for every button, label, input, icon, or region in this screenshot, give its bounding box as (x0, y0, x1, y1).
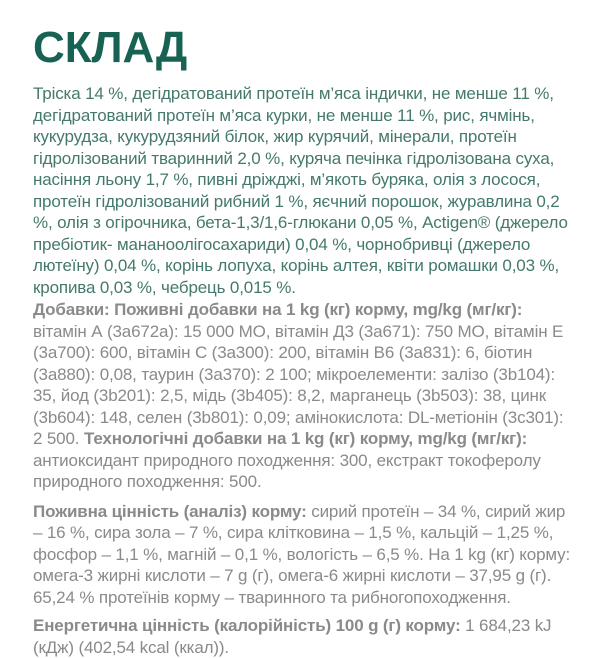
page-title: СКЛАД (33, 23, 188, 72)
additives-body: вітамін А (3a672a): 15 000 МО, вітамін Д3 (3a671): 750 МО, вітамін Е (3a700): 600, вітамін С (3a300): 200, вітамін В6 (3a831): 6, біотин (3a880): 0,08, таурин (3a370): 2 100; мікроелементи: залізо (3b104): 35, йод (3b201): 2,5, мідь (3b405): 8,2, марганець (3b503): 38, цинк (3b604): 148, селен (3b801): 0,09; амінокислота: DL-метіонін (3c301): 2 500. (33, 321, 564, 448)
energy-lead: Енергетична цінність (калорійність) 100 g (г) корму: (33, 616, 466, 635)
composition-text: Тріска 14 %, дегідратований протеїн м’яса індички, не менше 11 %, дегідратований протеїн м’яса курки, не менше 11 %, рис, ячмінь, кукурудза, кукурудзяний білок, жир курячий, мінерали, протеїн гідролізований тваринний 2,0 %, куряча печінка гідролізована суха, насіння льону 1,7 %, пивні дріжджі, м’якоть буряка, олія з лосося, протеїн гідролізований рибний 1 %, яєчний порошок, журавлина 0,2 %, олія з огірочника, бета-1,3/1,6-глюкани 0,05 %, Actigen® (джерело пребіотик- мананоолігосахариди) 0,04 %, чорнобривці (джерело лютеїну) 0,04 %, корінь лопуха, корінь алтея, квіти ромашки 0,03 %, кропива 0,03 %, чебрець 0,015 %. (33, 84, 568, 297)
additives-paragraph (33, 299, 575, 493)
label-body (33, 83, 575, 658)
nutrition-lead: Поживна цінність (аналіз) корму: (33, 501, 312, 521)
energy-paragraph (33, 615, 575, 658)
nutrition-paragraph (33, 501, 575, 609)
technological-additives-lead: Технологічні добавки на 1 kg (кг) корму, mg/kg (мг/кг): (83, 429, 528, 448)
nutrition-body: сирий протеїн – 34 %, сирий жир – 16 %, сира зола – 7 %, сира клітковина – 1,5 %, кальцій – 1,25 %, фосфор – 1,1 %, магній – 0,1 %, вологість – 6,5 %. На 1 kg (кг) корму: омега-3 жирні кислоти – 7 g (г), омега-6 жирні кислоти – 37,95 g (г). 65,24 % протеїнів корму – тваринного та рибногопоходження. (33, 501, 571, 607)
additives-lead: Добавки: Поживні добавки на 1 kg (кг) корму, mg/kg (мг/кг): (33, 300, 523, 319)
energy-body: 1 684,23 kJ (кДж) (402,54 kcal (ккал)). (33, 616, 552, 657)
technological-additives-body: антиоксидант природного походження: 300, екстракт токоферолу природного походження: 500. (33, 450, 541, 491)
composition-paragraph (33, 83, 575, 298)
